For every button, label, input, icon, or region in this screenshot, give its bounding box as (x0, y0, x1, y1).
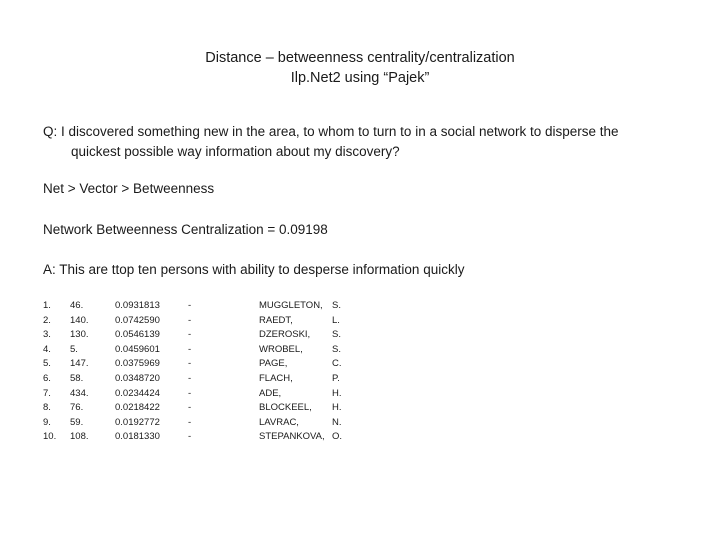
ranking-initial: P. (332, 372, 340, 384)
ranking-surname: MUGGLETON, (259, 300, 323, 311)
ranking-surname: BLOCKEEL, (259, 402, 312, 414)
ranking-surname: WROBEL, (259, 343, 303, 355)
ranking-node: 147. (70, 358, 89, 370)
question-text (43, 122, 619, 162)
ranking-initial: H. (332, 387, 342, 399)
question-line-2: quickest possible way information about my discovery? (71, 144, 400, 159)
ranking-initial: N. (332, 416, 342, 428)
ranking-dash: - (188, 387, 192, 399)
ranking-initial: S. (332, 329, 341, 341)
ranking-rank: 3. (43, 329, 51, 341)
ranking-node: 58. (70, 372, 84, 384)
ranking-surname: ADE, (259, 387, 282, 399)
ranking-rank: 1. (43, 300, 51, 311)
slide-title (0, 48, 720, 88)
ranking-value: 0.0459601 (115, 343, 160, 355)
ranking-rank: 10. (43, 431, 57, 443)
ranking-value: 0.0192772 (115, 416, 160, 428)
ranking-dash: - (188, 358, 192, 370)
ranking-surname: PAGE, (259, 358, 288, 370)
ranking-surname: STEPANKOVA, (259, 431, 325, 443)
ranking-rank: 9. (43, 416, 51, 428)
ranking-dash: - (188, 343, 192, 355)
ranking-rank: 5. (43, 358, 51, 370)
ranking-node: 108. (70, 431, 89, 443)
ranking-rank: 7. (43, 387, 51, 399)
ranking-dash: - (188, 329, 192, 341)
ranking-node: 434. (70, 387, 89, 399)
ranking-rank: 4. (43, 343, 51, 355)
ranking-dash: - (188, 314, 192, 326)
ranking-value: 0.0375969 (115, 358, 160, 370)
ranking-surname: FLACH, (259, 372, 293, 384)
ranking-value: 0.0181330 (115, 431, 160, 443)
ranking-initial: H. (332, 402, 342, 414)
ranking-initial: S. (332, 300, 341, 311)
ranking-rank: 8. (43, 402, 51, 414)
ranking-value: 0.0348720 (115, 372, 160, 384)
ranking-rank: 2. (43, 314, 51, 326)
ranking-initial: S. (332, 343, 341, 355)
ranking-node: 59. (70, 416, 84, 428)
menu-path: Net > Vector > Betweenness (43, 181, 215, 196)
ranking-value: 0.0931813 (115, 300, 160, 311)
ranking-dash: - (188, 372, 192, 384)
ranking-initial: O. (332, 431, 343, 443)
ranking-dash: - (188, 416, 192, 428)
ranking-dash: - (188, 431, 192, 443)
centralization-result: Network Betweenness Centralization = 0.09198 (43, 222, 328, 237)
ranking-node: 140. (70, 314, 89, 326)
ranking-node: 5. (70, 343, 78, 355)
ranking-surname: RAEDT, (259, 314, 293, 326)
ranking-dash: - (188, 402, 192, 414)
title-line-1: Distance – betweenness centrality/centralization (205, 50, 515, 66)
ranking-rank: 6. (43, 372, 51, 384)
answer-text: A: This are ttop ten persons with ability to desperse information quickly (43, 262, 465, 277)
ranking-surname: LAVRAC, (259, 416, 299, 428)
title-line-2: Ilp.Net2 using “Pajek” (290, 70, 430, 86)
ranking-surname: DZEROSKI, (259, 329, 311, 341)
ranking-node: 46. (70, 300, 84, 311)
ranking-initial: L. (332, 314, 340, 326)
ranking-value: 0.0546139 (115, 329, 160, 341)
ranking-dash: - (188, 300, 192, 311)
ranking-value: 0.0218422 (115, 402, 160, 414)
ranking-node: 130. (70, 329, 89, 341)
ranking-value: 0.0742590 (115, 314, 160, 326)
ranking-initial: C. (332, 358, 342, 370)
ranking-value: 0.0234424 (115, 387, 160, 399)
question-line-1: Q: I discovered something new in the area, to whom to turn to in a social network to disperse the (43, 124, 619, 139)
ranking-node: 76. (70, 402, 84, 414)
